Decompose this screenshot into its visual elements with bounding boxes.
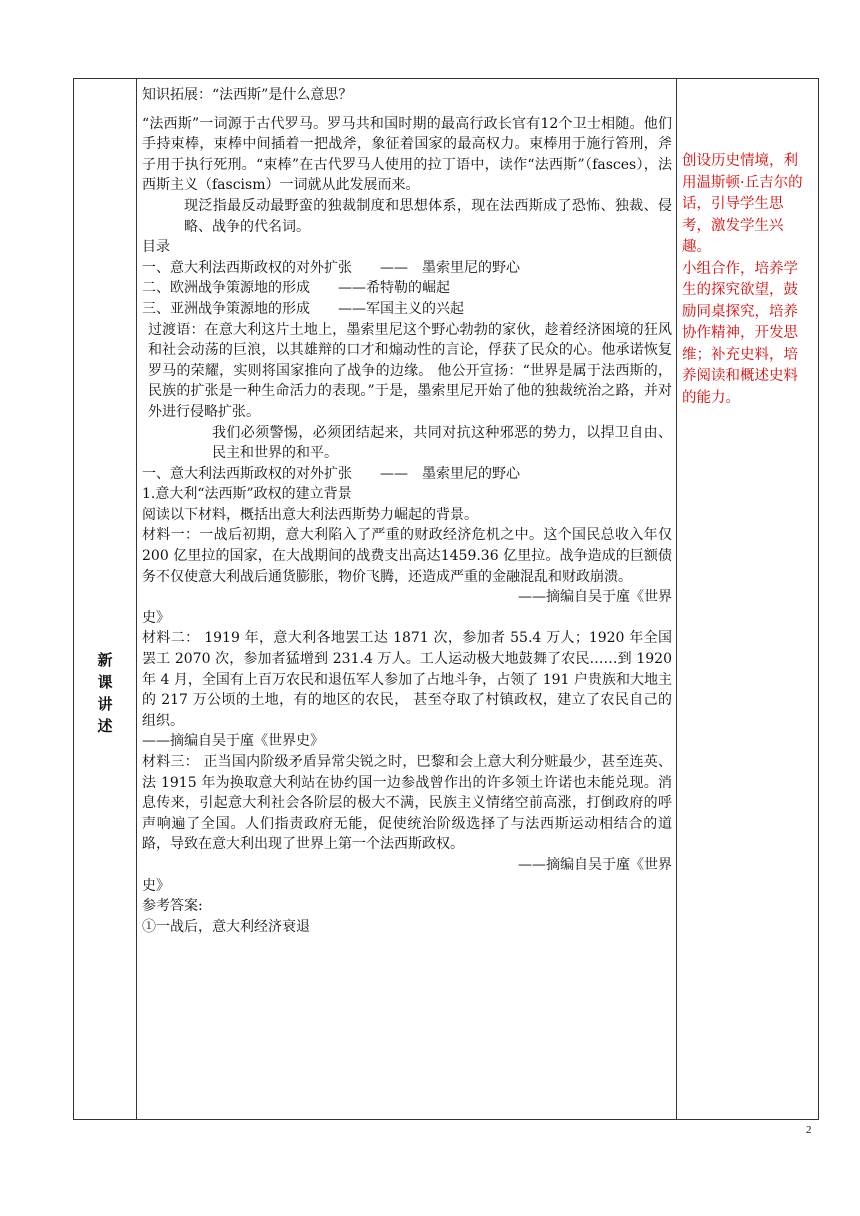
section-label-char: 讲 [97,695,113,713]
section-label-char: 述 [97,717,113,735]
toc-item: 二、欧洲战争策源地的形成 ——希特勒的崛起 [142,280,450,297]
section-heading: 一、意大利法西斯政权的对外扩张 —— 墨索里尼的野心 [142,465,520,482]
subsection-heading: 1.意大利“法西斯”政权的建立背景 [142,486,352,503]
note-cooperation: 小组合作，培养学生的探究欲望，鼓励同桌探究，培养协作精神，开发思维；补充史料，培养阅读和概述史料的能力。 [682,260,798,406]
vigilance-text: 我们必须警惕，必须团结起来，共同对抗这种邪恶的势力，以捍卫自由、民主和世界的和平。 [212,424,672,462]
material-two-source: ——摘编自吴于廑《世界史》 [142,733,324,750]
lesson-table [73,78,819,1120]
transition-text: 过渡语：在意大利这片土地上，墨索里尼这个野心勃勃的家伙，趁着经济困境的狂风和社会动荡的巨浪，以其雄辩的口才和煽动性的言论，俘获了民众的心。他承诺恢复罗马的荣耀，实则将国家推向了战争的边缘。 他公开宣扬：“世界是属于法西斯的，民族的扩张是一种生命活力的表现。”于是，墨索里尼开始了他的独裁统治之路，并对外进行侵略扩张。 [148,321,672,420]
note-situation: 创设历史情境，利用温斯顿·丘吉尔的话，引导学生思考，激发学生兴趣。 [682,153,803,255]
column-divider-left [136,79,137,1119]
material-one-source-cont: 史》 [142,609,170,626]
toc-item: 三、亚洲战争策源地的形成 ——军国主义的兴起 [142,300,464,317]
toc-title: 目录 [142,239,170,256]
answer-title: 参考答案: [142,898,203,915]
knowledge-paragraph: “法西斯”一词源于古代罗马。罗马共和国时期的最高行政长官有12个卫士相随。他们手持束棒，束棒中间插着一把战斧，象征着国家的最高权力。束棒用于施行笞刑，斧子用于执行死刑。“束棒”在古代罗马人使用的拉丁语中，读作“法西斯”（fasces），法西斯主义（fascism）一词就从此发展而来。 [142,115,672,194]
section-label-char: 新 [97,651,113,669]
material-three-source-cont: 史》 [142,877,170,894]
knowledge-paragraph-2: 现泛指最反动最野蛮的独裁制度和思想体系，现在法西斯成了恐怖、独裁、侵略、战争的代名词。 [184,197,672,235]
answer-item: ①一战后，意大利经济衰退 [142,918,310,935]
material-three-source: ——摘编自吴于廑《世界 [518,856,672,873]
material-one: 材料一：一战后初期，意大利陷入了严重的财政经济危机之中。这个国民总收入年仅 200 亿里拉的国家，在大战期间的战费支出高达1459.36 亿里拉。战争造成的巨额债务不仅使意大利战后通货膨胀，物价飞腾，还造成严重的金融混乱和财政崩溃。 [142,527,672,585]
column-divider-right [676,79,677,1119]
section-label [74,649,136,737]
page-number: 2 [806,1124,812,1136]
main-content [142,85,672,937]
teaching-notes [682,151,812,409]
material-one-source: ——摘编自吴于廑《世界 [518,589,672,606]
material-two: 材料二： 1919 年，意大利各地罢工达 1871 次，参加者 55.4 万人；1920 年全国罢工 2070 次，参加者猛增到 231.4 万人。工人运动极大地鼓舞了农民……到 1920 年 4 月，全国有上百万农民和退伍军人参加了占地斗争，占领了 191 户贵族和大地主的 217 万公顷的土地，有的地区的农民， 甚至夺取了村镇政权，建立了农民自己的组织。 [142,630,672,729]
toc-item: 一、意大利法西斯政权的对外扩张 —— 墨索里尼的野心 [142,259,520,276]
knowledge-title: 知识拓展：“法西斯”是什么意思？ [142,87,353,103]
material-three: 材料三： 正当国内阶级矛盾异常尖锐之时，巴黎和会上意大利分赃最少，甚至连英、法 1915 年为换取意大利站在协约国一边参战曾作出的许多领土许诺也未能兑现。消息传来，引起意大利社会各阶层的极大不满，民族主义情绪空前高涨，打倒政府的呼声响遍了全国。人们指责政府无能，促使统治阶级选择了与法西斯运动相结合的道路，导致在意大利出现了世界上第一个法西斯政权。 [142,754,672,853]
section-label-char: 课 [97,673,113,691]
task-instruction: 阅读以下材料，概括出意大利法西斯势力崛起的背景。 [142,506,478,523]
